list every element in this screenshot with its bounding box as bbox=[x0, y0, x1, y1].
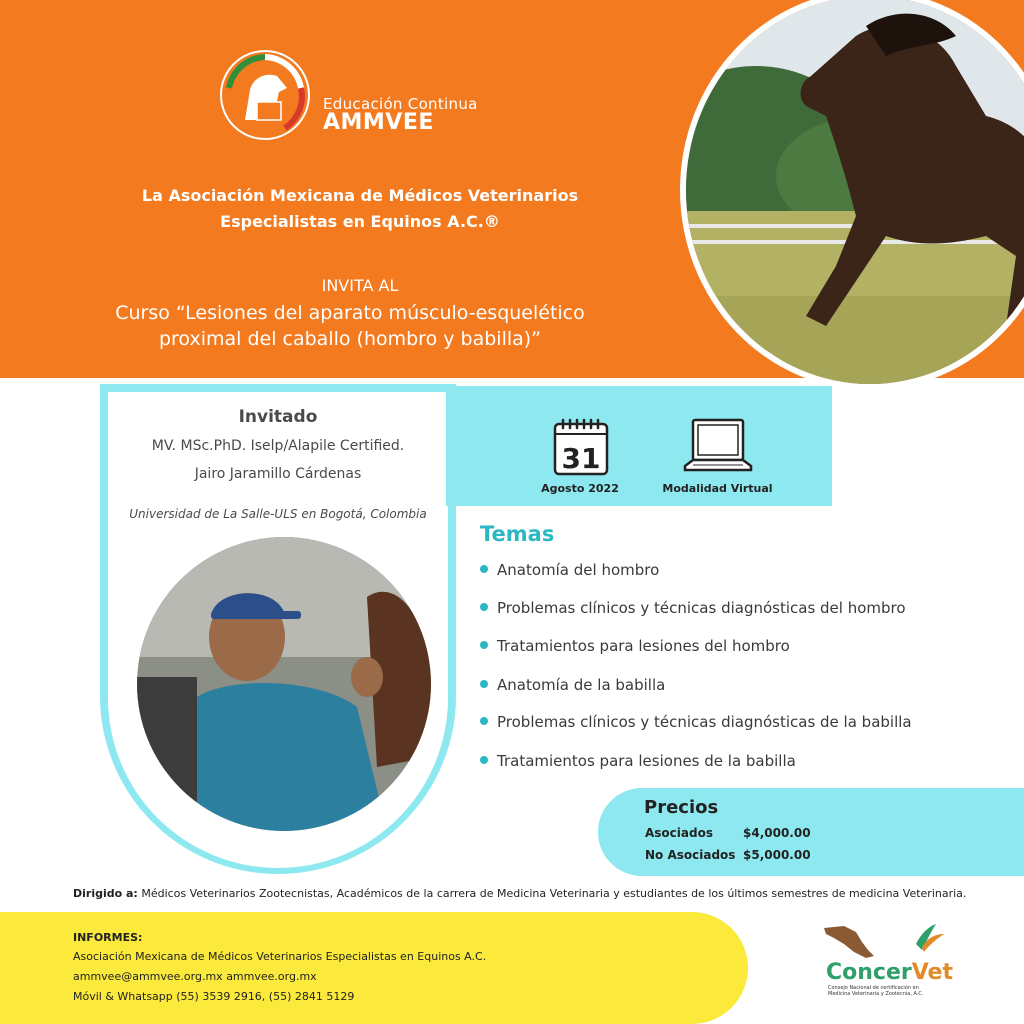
bullet-icon bbox=[480, 756, 488, 764]
brand-name: AMMVEE bbox=[323, 110, 434, 135]
topic-label: Anatomía del hombro bbox=[497, 561, 660, 579]
contact-organization: Asociación Mexicana de Médicos Veterinarios Especialistas en Equinos A.C. bbox=[73, 950, 487, 963]
topic-item bbox=[480, 676, 665, 694]
bullet-icon bbox=[480, 680, 488, 688]
price-label-non-associates: No Asociados bbox=[645, 848, 736, 862]
topic-label: Problemas clínicos y técnicas diagnósticas del hombro bbox=[497, 599, 906, 617]
bullet-icon bbox=[480, 565, 488, 573]
contact-band bbox=[0, 912, 748, 1024]
concervet-name-part1: Concer bbox=[826, 960, 912, 985]
event-day: 31 bbox=[561, 442, 601, 475]
course-line-1: Curso “Lesiones del aparato músculo-esquelético bbox=[115, 302, 585, 324]
guest-photo bbox=[137, 537, 431, 831]
course-title bbox=[70, 300, 630, 352]
topic-item bbox=[480, 713, 912, 731]
org-line-1: La Asociación Mexicana de Médicos Veterinarios bbox=[141, 186, 579, 205]
bullet-icon bbox=[480, 717, 488, 725]
ammvee-logo bbox=[205, 40, 325, 150]
course-line-2: proximal del caballo (hombro y babilla)” bbox=[158, 328, 542, 350]
price-value-associates: $4,000.00 bbox=[743, 826, 811, 840]
event-date: Agosto 2022 bbox=[541, 482, 619, 495]
concervet-subtitle: Consejo Nacional de certificación en Medicina Veterinaria y Zootecnia, A.C. bbox=[828, 985, 924, 997]
guest-university: Universidad de La Salle-ULS en Bogotá, Colombia bbox=[129, 507, 427, 521]
program-title: Educación Continua bbox=[323, 95, 478, 113]
topic-item bbox=[480, 752, 796, 770]
guest-degree: MV. MSc.PhD. Iselp/Alapile Certified. bbox=[151, 438, 405, 454]
guest-name: Jairo Jaramillo Cárdenas bbox=[194, 466, 362, 482]
audience-note bbox=[73, 887, 973, 900]
topic-label: Problemas clínicos y técnicas diagnósticas de la babilla bbox=[497, 713, 912, 731]
contact-email-web: ammvee@ammvee.org.mx ammvee.org.mx bbox=[73, 970, 317, 983]
topic-item bbox=[480, 599, 906, 617]
bullet-icon bbox=[480, 603, 488, 611]
event-mode: Modalidad Virtual bbox=[662, 482, 773, 495]
audience-label: Dirigido a: bbox=[73, 887, 138, 900]
price-value-non-associates: $5,000.00 bbox=[743, 848, 811, 862]
invite-label: INVITA AL bbox=[321, 276, 399, 295]
topic-label: Tratamientos para lesiones del hombro bbox=[497, 637, 790, 655]
org-line-2: Especialistas en Equinos A.C.® bbox=[220, 212, 500, 231]
topic-label: Tratamientos para lesiones de la babilla bbox=[497, 752, 796, 770]
concervet-name-part2: Vet bbox=[911, 960, 953, 985]
bullet-icon bbox=[480, 641, 488, 649]
contact-phone: Móvil & Whatsapp (55) 3539 2916, (55) 2841 5129 bbox=[73, 990, 355, 1003]
audience-text: Médicos Veterinarios Zootecnistas, Académicos de la carrera de Medicina Veterinaria y estudiantes de los últimos semestres de medicina Veterinaria. bbox=[137, 887, 967, 900]
organization-name bbox=[80, 183, 640, 235]
concervet-name bbox=[826, 960, 953, 985]
laptop-icon bbox=[683, 416, 753, 478]
topic-item bbox=[480, 637, 790, 655]
contact-heading: INFORMES: bbox=[73, 931, 143, 944]
guest-heading: Invitado bbox=[238, 407, 318, 427]
price-label-associates: Asociados bbox=[645, 826, 713, 840]
topic-label: Anatomía de la babilla bbox=[497, 676, 666, 694]
topic-item bbox=[480, 561, 659, 579]
prices-heading: Precios bbox=[644, 797, 719, 818]
topics-heading: Temas bbox=[480, 522, 555, 546]
